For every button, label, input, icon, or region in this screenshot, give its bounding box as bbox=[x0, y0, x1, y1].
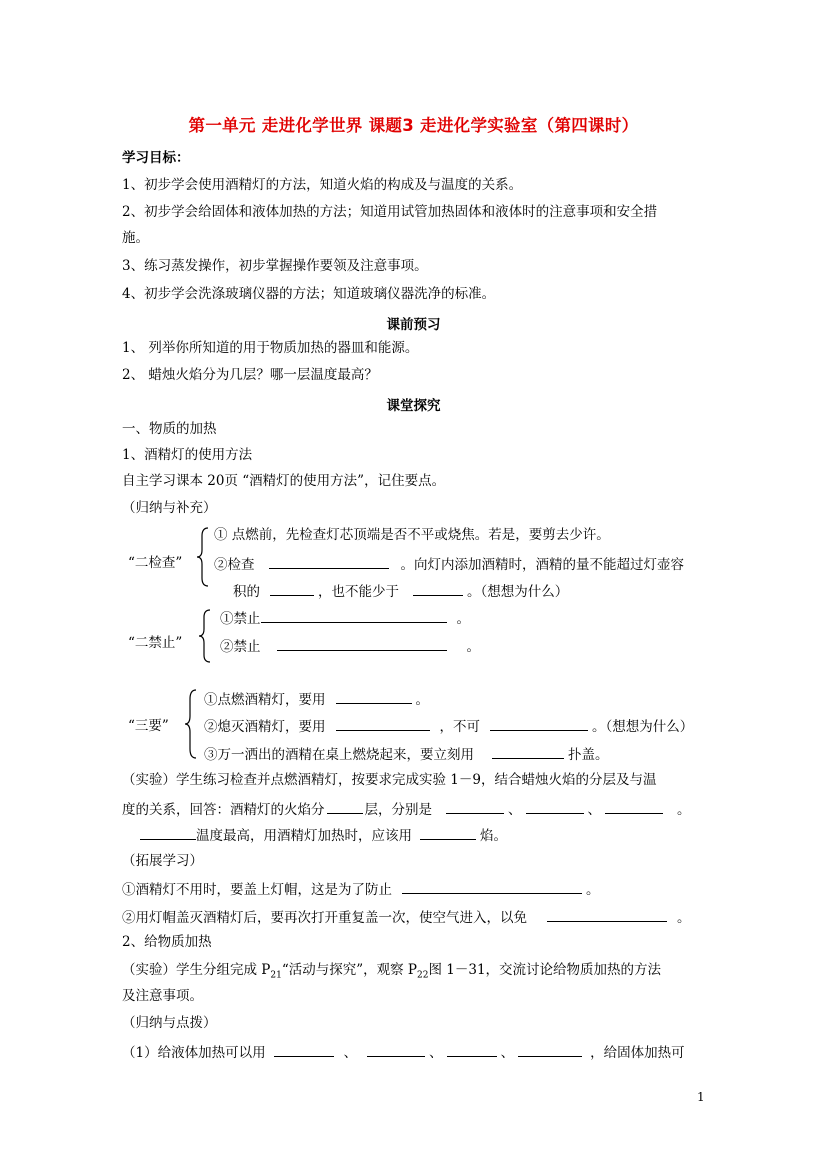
answer-blank[interactable] bbox=[367, 1043, 425, 1057]
must-line-1: ①点燃酒精灯，要用 。 bbox=[204, 692, 429, 708]
document-title: 第一单元 走进化学世界 课题3 走进化学实验室（第四课时） bbox=[188, 116, 639, 135]
answer-blank[interactable] bbox=[140, 826, 196, 840]
preview-item: 2、 蜡烛火焰分为几层？哪一层温度最高？ bbox=[122, 367, 378, 383]
answer-blank[interactable] bbox=[492, 745, 564, 759]
answer-blank[interactable] bbox=[277, 637, 447, 651]
goal-item: 1、初步学会使用酒精灯的方法，知道火焰的构成及与温度的关系。 bbox=[122, 177, 523, 193]
answer-blank[interactable] bbox=[526, 800, 584, 814]
forbid-brace-icon bbox=[198, 608, 212, 664]
answer-blank[interactable] bbox=[402, 880, 582, 894]
subsection-heading: 1、酒精灯的使用方法 bbox=[122, 447, 253, 463]
answer-blank[interactable] bbox=[420, 826, 476, 840]
preview-heading: 课前预习 bbox=[386, 317, 441, 333]
extend-line-1: ①酒精灯不用时，要盖上灯帽，这是为了防止 。 bbox=[122, 882, 600, 898]
answer-blank[interactable] bbox=[605, 800, 663, 814]
forbid-line-1: ①禁止 。 bbox=[220, 611, 470, 627]
must-line-2: ②熄灭酒精灯，要用 ，不可 。（想想为什么） bbox=[204, 719, 694, 735]
page-number: 1 bbox=[697, 1090, 705, 1104]
extend-heading: （拓展学习） bbox=[122, 853, 203, 869]
answer-blank[interactable] bbox=[447, 1043, 497, 1057]
must-line-3: ③万一洒出的酒精在桌上燃烧起来，要立刻用 扑盖。 bbox=[204, 747, 609, 763]
goal-item: 2、初步学会给固体和液体加热的方法；知道用试管加热固体和液体时的注意事项和安全措 bbox=[122, 204, 658, 220]
subsection-heading: 2、给物质加热 bbox=[122, 934, 212, 950]
must-brace-icon bbox=[184, 688, 198, 760]
goal-item: 施。 bbox=[122, 230, 149, 246]
check-brace-icon bbox=[196, 526, 210, 588]
must-label: “三要” bbox=[128, 718, 169, 734]
goal-item: 4、初步学会洗涤玻璃仪器的方法；知道玻璃仪器洗净的标准。 bbox=[122, 286, 496, 302]
summary-label: （归纳与补充） bbox=[122, 500, 217, 516]
goals-heading: 学习目标： bbox=[122, 150, 190, 166]
liquid-heating-line: （1）给液体加热可以用 、 、 、 ，给固体加热可 bbox=[122, 1045, 685, 1061]
answer-blank[interactable] bbox=[547, 908, 667, 922]
summary-label: （归纳与点拨） bbox=[122, 1015, 217, 1031]
experiment-line-3: 温度最高，用酒精灯加热时，应该用 焰。 bbox=[140, 826, 507, 844]
answer-blank[interactable] bbox=[490, 717, 588, 731]
check-line-1: ① 点燃前，先检查灯芯顶端是否不平或烧焦。若是，要剪去少许。 bbox=[214, 527, 610, 543]
preview-item: 1、 列举你所知道的用于物质加热的器皿和能源。 bbox=[122, 340, 419, 356]
answer-blank[interactable] bbox=[336, 717, 430, 731]
experiment-2-line-2: 及注意事项。 bbox=[122, 988, 203, 1004]
goal-item: 3、练习蒸发操作，初步掌握操作要领及注意事项。 bbox=[122, 258, 428, 274]
extend-line-2: ②用灯帽盖灭酒精灯后，要再次打开重复盖一次，使空气进入，以免 。 bbox=[122, 910, 691, 926]
check-line-3: 积的 ，也不能少于 。（想想为什么） bbox=[233, 584, 569, 600]
check-line-2: ②检查 。向灯内添加酒精时，酒精的量不能超过灯壶容 bbox=[214, 557, 684, 573]
check-label: “二检查” bbox=[128, 555, 183, 571]
answer-blank[interactable] bbox=[518, 1043, 582, 1057]
answer-blank[interactable] bbox=[446, 800, 504, 814]
explore-heading: 课堂探究 bbox=[386, 398, 441, 414]
answer-blank[interactable] bbox=[261, 609, 447, 623]
answer-blank[interactable] bbox=[269, 555, 389, 569]
experiment-line-2: 度的关系，回答：酒精灯的火焰分 层，分别是 、 、 。 bbox=[122, 802, 691, 818]
forbid-line-2: ②禁止 。 bbox=[220, 639, 480, 655]
answer-blank[interactable] bbox=[327, 800, 363, 814]
section-heading: 一、物质的加热 bbox=[122, 421, 217, 437]
answer-blank[interactable] bbox=[274, 1043, 334, 1057]
answer-blank[interactable] bbox=[270, 582, 314, 596]
experiment-line-1: （实验）学生练习检查并点燃酒精灯，按要求完成实验 1－9，结合蜡烛火焰的分层及与温 bbox=[122, 772, 657, 788]
self-study-text: 自主学习课本 20页 “酒精灯的使用方法”，记住要点。 bbox=[122, 473, 446, 489]
answer-blank[interactable] bbox=[336, 690, 412, 704]
forbid-label: “二禁止” bbox=[128, 635, 183, 651]
experiment-2-line-1: （实验）学生分组完成 $P_{21}“$活动与探究”，观察 $P_{22}$图 1－31，交流讨论给物质加热的方法 bbox=[122, 962, 662, 981]
answer-blank[interactable] bbox=[413, 582, 463, 596]
